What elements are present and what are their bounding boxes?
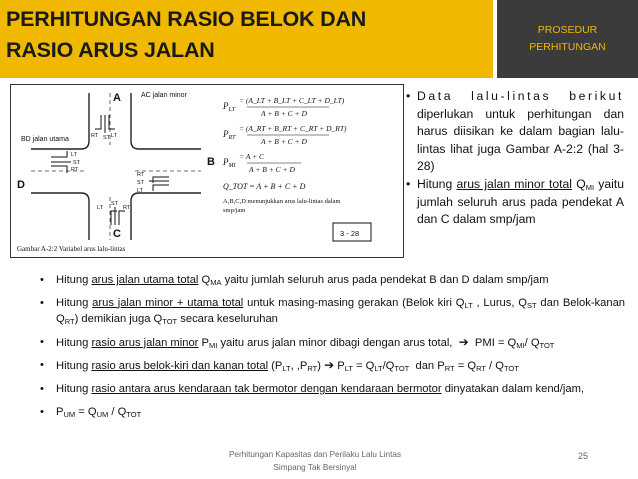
c-rt-label: RT: [123, 205, 131, 211]
m2-t4: ) demikian juga Q: [74, 313, 163, 326]
formula-block: [222, 96, 347, 191]
title-bar: [0, 0, 493, 78]
b-lt-label: LT: [137, 188, 144, 194]
formula-plt-denominator: A + B + C + D: [261, 109, 307, 118]
m5-text: dinyatakan dalam kend/jam,: [444, 382, 585, 395]
approach-b-label: B: [207, 156, 215, 168]
m4-underlined: rasio arus belok-kiri dan kanan total: [91, 360, 269, 373]
main-bullet-2: [40, 295, 625, 328]
footer-text: [220, 449, 410, 474]
arrow-c-rt: [119, 211, 125, 225]
approach-c-label: C: [113, 228, 121, 240]
m1-underlined: arus jalan utama total: [91, 274, 199, 286]
m1-pre: Hitung: [56, 274, 89, 286]
m4-s2: RT: [307, 364, 318, 374]
m1-text: yaitu jumlah seluruh arus pada pendekat B dan D dalam smp/jam: [224, 274, 549, 286]
formula-prt-denominator: A + B + C + D: [261, 137, 307, 146]
m6-s2: UM: [96, 409, 109, 419]
right-bullet-2-underlined: arus jalan minor total: [456, 176, 573, 191]
b-rt-label: RT: [137, 172, 145, 178]
m3-arrow-icon: ➔: [458, 334, 469, 349]
m4-t7: dan P: [415, 360, 445, 373]
m4-t8: = Q: [457, 360, 477, 373]
m4-t6: /Q: [382, 360, 395, 373]
a-rt-label: RT: [91, 133, 99, 139]
right-bullet-2: [406, 176, 624, 229]
minor-road-label: AC jalan minor: [141, 92, 187, 99]
slide-title: [6, 4, 366, 66]
intersection-figure: [10, 84, 404, 258]
approach-d-label: D: [17, 179, 25, 191]
m2-s3: RT: [64, 317, 75, 327]
m4-s9: TOT: [503, 364, 519, 374]
c-lt-label: LT: [97, 205, 104, 211]
m3-t2: PMI = Q: [474, 336, 517, 349]
m4-s7: RT: [444, 364, 455, 374]
m4-s5: LT: [374, 364, 383, 374]
approach-a-label: A: [113, 92, 121, 104]
m4-pre: Hitung: [56, 360, 89, 373]
figure-note-line-1: A,B,C,D menunjukkan arus lalu-lintas dalam: [223, 198, 341, 205]
m2-t2: , Lurus, Q: [476, 296, 527, 309]
arrow-b-lt: [153, 177, 169, 183]
m2-underlined: arus jalan minor + utama total: [92, 296, 244, 309]
m4-s1: LT: [282, 364, 291, 374]
right-bullet-2-q-sub: MI: [585, 182, 595, 192]
formula-plt-numerator: = (A_LT + B_LT + C_LT + D_LT): [239, 96, 345, 105]
main-bullet-6: [40, 404, 625, 421]
m4-t4: P: [337, 360, 345, 373]
right-bullet-2-q: Q: [576, 176, 586, 191]
m2-pre: Hitung: [56, 296, 89, 309]
procedure-line-2: PERHITUNGAN: [529, 41, 606, 53]
figure-note-line-2: smp/jam: [223, 207, 246, 214]
a-st-label: ST: [103, 135, 111, 141]
m6-s1: UM: [63, 409, 76, 419]
arrow-a-lt: [95, 115, 101, 129]
road-edge-ne: [131, 93, 201, 149]
a-lt-label: LT: [111, 133, 118, 139]
m4-s4: LT: [344, 364, 353, 374]
m2-s4: TOT: [162, 317, 178, 327]
formula-pmi-denominator: A + B + C + D: [249, 165, 295, 174]
footer-line-1: Perhitungan Kapasitas dan Perilaku Lalu Lintas: [228, 450, 402, 459]
main-bullet-4: [40, 357, 625, 375]
footer-line-2: Simpang Tak Bersinyal: [273, 462, 357, 472]
m4-t5: = Q: [356, 360, 375, 373]
ref-number: 3 - 28: [340, 229, 360, 238]
m6-t2: = Q: [78, 405, 97, 418]
m3-t3: / Q: [524, 336, 540, 349]
formula-pmi-numerator: = A + C: [239, 152, 265, 161]
formula-plt-symbol: $P_{LT}$: [223, 101, 236, 113]
c-st-label: ST: [111, 201, 119, 207]
m4-t1: (P: [271, 360, 283, 373]
right-bullet-1: [406, 88, 624, 176]
figure-caption: Gambar A-2:2 Variabel arus lalu-lintas: [17, 245, 126, 253]
arrow-b-rt: [153, 185, 169, 191]
right-bullet-1-text: diperlukan untuk perhitungan dan harus diisikan ke dalam bagian lalu-lintas lihat juga Gambar A-2:2 (hal 3-28): [417, 106, 624, 174]
formula-pmi-symbol: $P_{MI}$: [223, 157, 236, 169]
intersection-diagram: [11, 85, 403, 257]
m6-t1: P: [56, 405, 64, 418]
m3-p: P: [201, 336, 209, 349]
m6-s3: TOT: [126, 409, 142, 419]
main-bullet-1: [40, 272, 625, 289]
arrow-d-rt: [51, 166, 67, 173]
title-line-2: RASIO ARUS JALAN: [6, 38, 215, 62]
arrow-c-lt: [111, 211, 117, 225]
main-bullet-5: [40, 381, 625, 398]
b-st-label: ST: [137, 180, 145, 186]
m3-s2: MI: [516, 340, 525, 350]
m3-t1: yaitu arus jalan minor dibagi dengan arus total,: [220, 336, 453, 349]
m5-pre: Hitung: [56, 382, 89, 395]
m5-underlined: rasio antara arus kendaraan tak bermotor dengan kendaraan bermotor: [91, 382, 442, 395]
right-bullet-2-pre: Hitung: [417, 176, 453, 191]
right-bullet-2-text: yaitu jumlah seluruh arus pada pendekat A dan C dalam smp/jam: [417, 176, 624, 227]
d-rt-label: RT: [71, 167, 79, 173]
m6-t3: / Q: [111, 405, 127, 418]
road-edge-se: [131, 193, 201, 240]
m3-underlined: rasio arus jalan minor: [91, 336, 199, 349]
d-lt-label: LT: [71, 152, 78, 158]
d-st-label: ST: [73, 160, 81, 166]
m2-t3: dan Belok-kanan Q: [56, 296, 626, 326]
m3-p-sub: MI: [208, 340, 218, 350]
m3-s3: TOT: [539, 340, 555, 350]
m4-t2: , ,P: [290, 360, 308, 373]
major-road-label: BD jalan utama: [21, 136, 69, 143]
right-bullet-1-lead: Data lalu-lintas berikut: [417, 89, 624, 103]
procedure-badge: [497, 0, 638, 78]
m4-t3: ): [317, 360, 321, 373]
formula-prt-numerator: = (A_RT + B_RT + C_RT + D_RT): [239, 124, 347, 133]
m1-q-sub: MA: [210, 278, 222, 287]
formula-qtot: Q_TOT = A + B + C + D: [223, 182, 306, 191]
m2-s2: ST: [526, 300, 537, 310]
m2-s1: LT: [464, 300, 473, 310]
arrow-d-lt: [51, 151, 67, 157]
formula-prt-symbol: $P_{RT}$: [223, 129, 236, 141]
m4-t9: / Q: [489, 360, 504, 373]
m2-t5: secara keseluruhan: [180, 313, 278, 326]
page-number: 25: [578, 451, 589, 461]
m4-s6: TOT: [394, 364, 410, 374]
road-edge-sw: [31, 193, 89, 240]
title-line-1: PERHITUNGAN RASIO BELOK DAN: [6, 7, 367, 31]
m4-s8: RT: [476, 364, 486, 374]
m2-t1: untuk masing-masing gerakan (Belok kiri Q: [247, 296, 465, 309]
procedure-line-1: PROSEDUR: [537, 24, 598, 36]
right-bullet-list: [406, 88, 624, 229]
m3-pre: Hitung: [56, 336, 89, 349]
main-bullet-list: [40, 272, 625, 426]
m1-q: Q: [201, 274, 211, 286]
main-bullet-3: [40, 334, 625, 352]
m4-arrow-icon: ➔: [324, 358, 335, 373]
